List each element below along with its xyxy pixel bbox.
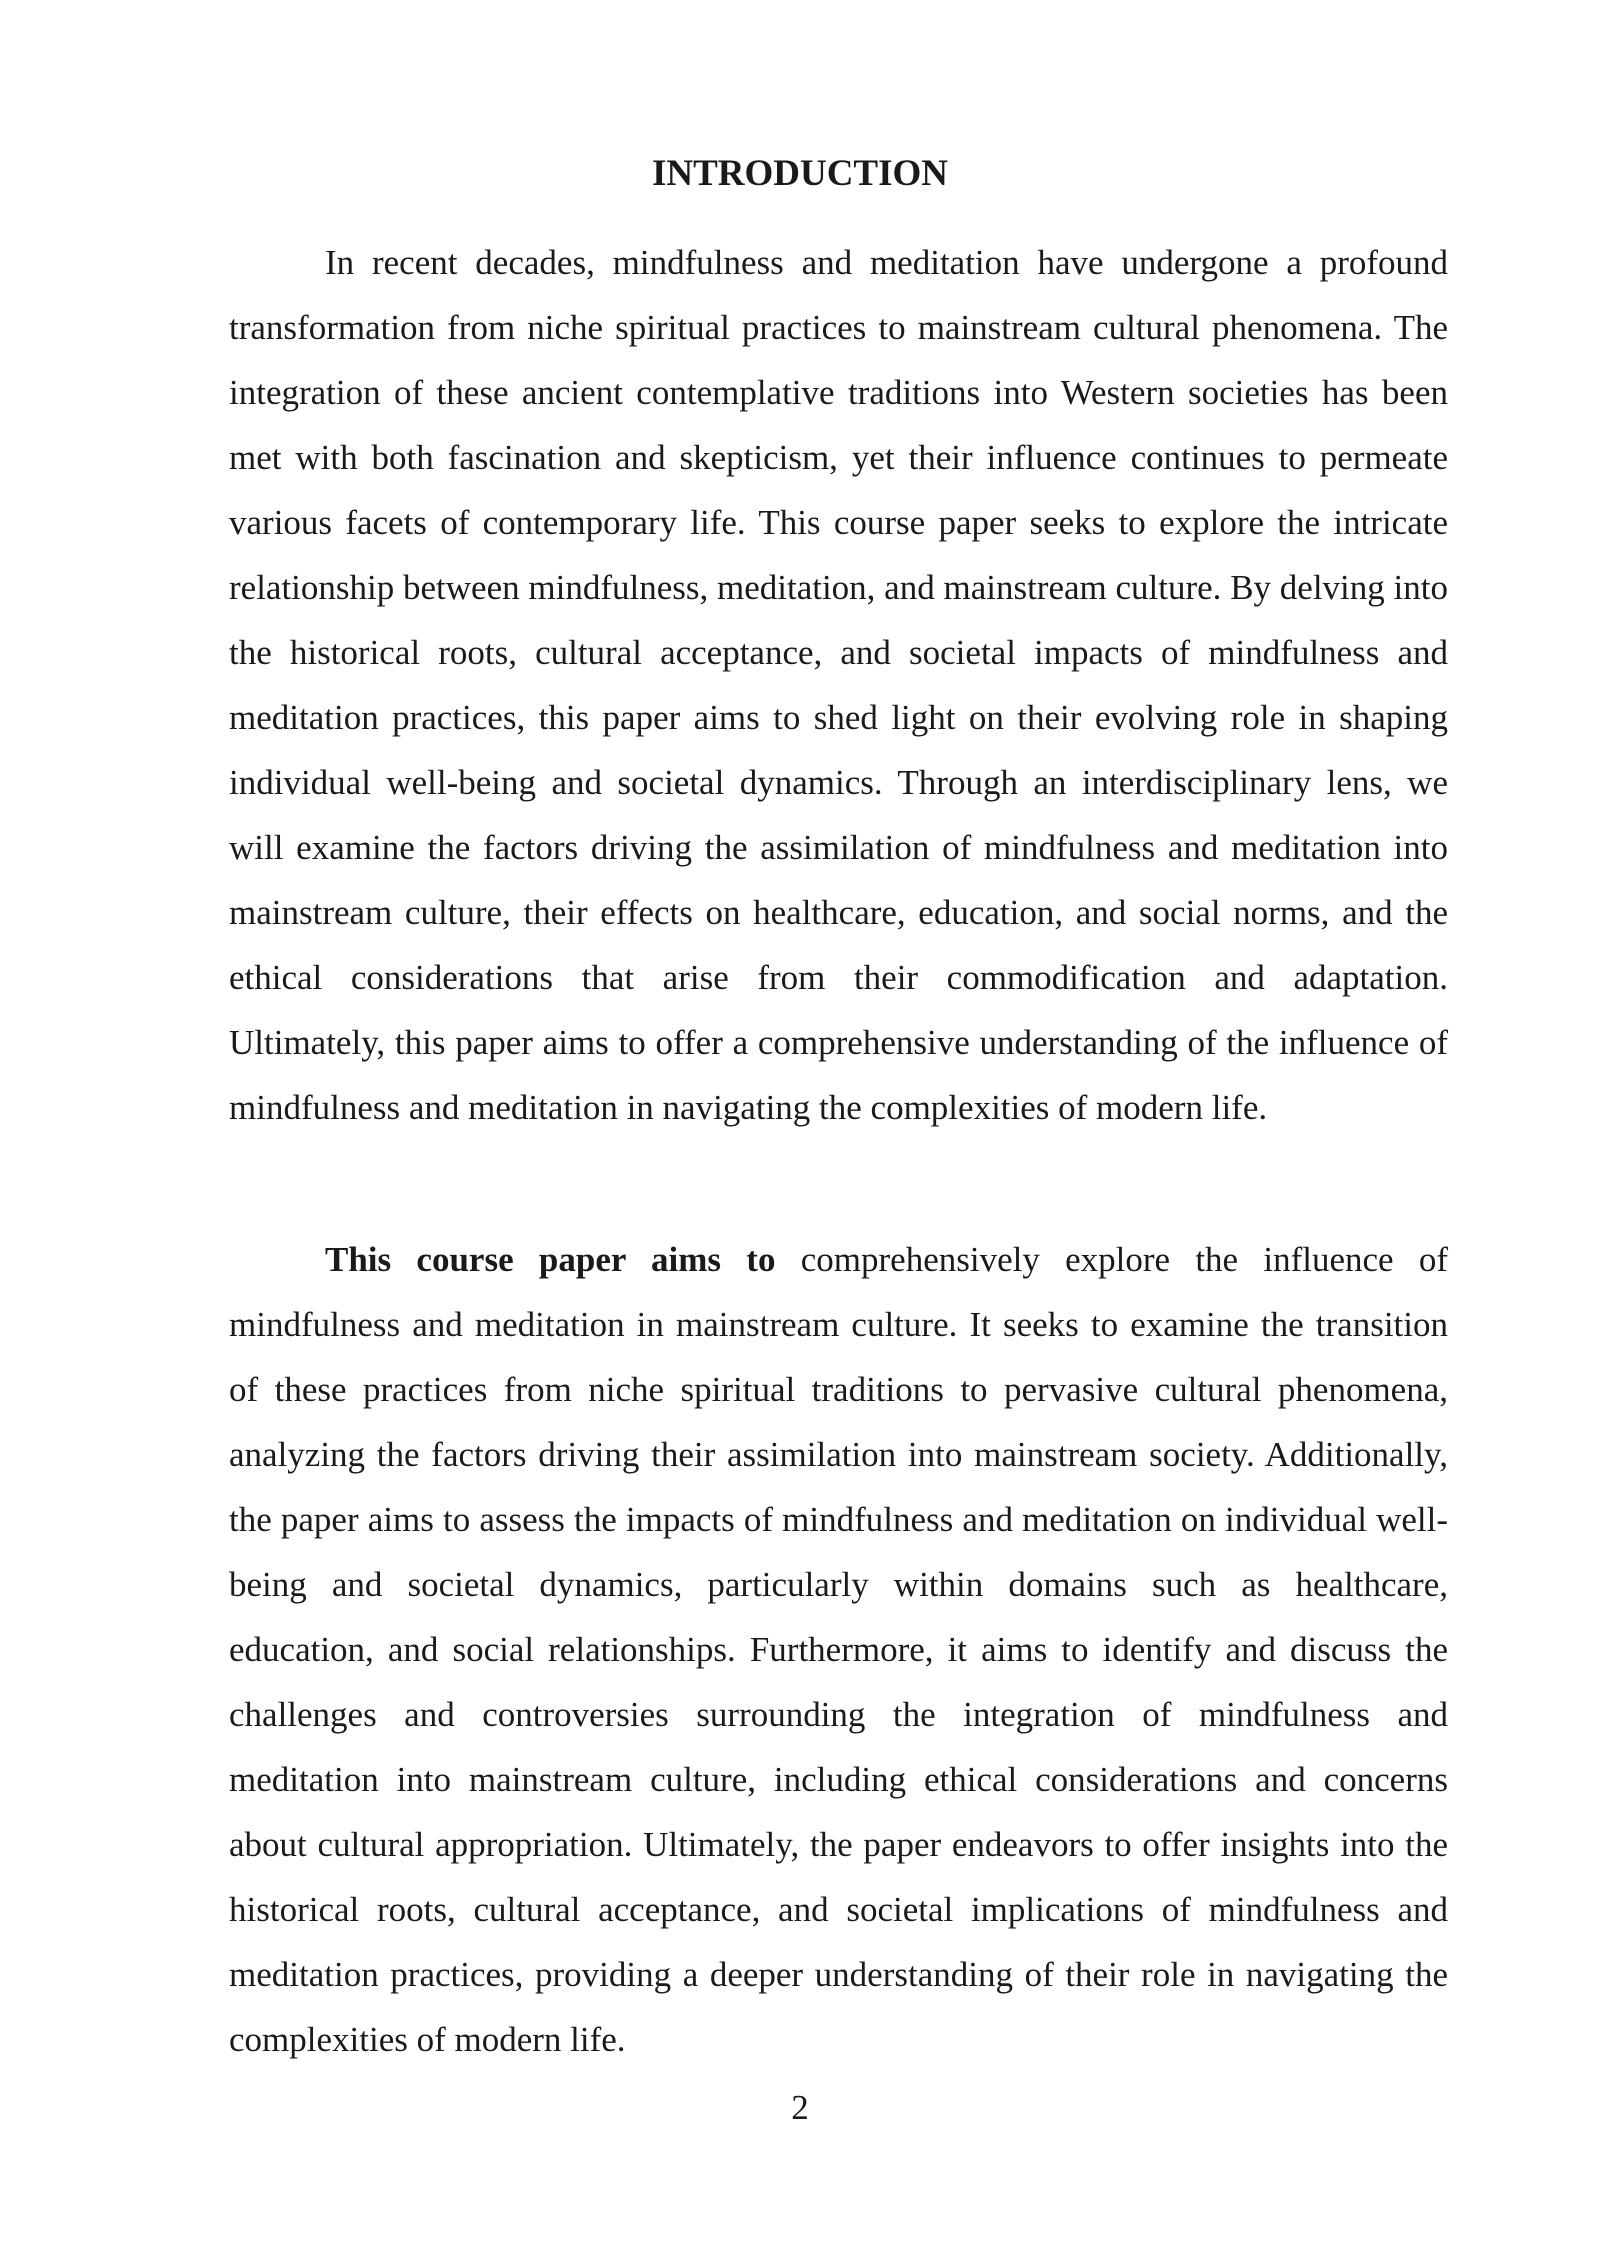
intro-paragraph: In recent decades, mindfulness and meditation have undergone a profound transformation from niche spiritual practices to mainstream cultural phenomena. The integration of these ancient contemplative traditions into Western societies has been met with both fascination and skepticism, yet their influence continues to permeate various facets of contemporary life. This course paper seeks to explore the intricate relationship between mindfulness, meditation, and mainstream culture. By delving into the historical roots, cultural acceptance, and societal impacts of mindfulness and meditation practices, this paper aims to shed light on their evolving role in shaping individual well-being and societal dynamics. Through an interdisciplinary lens, we will examine the factors driving the assimilation of mindfulness and meditation into mainstream culture, their effects on healthcare, education, and social norms, and the ethical considerations that arise from their commodification and adaptation. Ultimately, this paper aims to offer a comprehensive understanding of the influence of mindfulness and meditation in navigating the complexities of modern life. [229, 243, 1448, 1127]
aims-paragraph-body: comprehensively explore the influence of mindfulness and meditation in mainstream culture. It seeks to examine the transition of these practices from niche spiritual traditions to pervasive cultural phenomena, analyzing the factors driving their assimilation into mainstream society. Additionally, the paper aims to assess the impacts of mindfulness and meditation on individual well-being and societal dynamics, particularly within domains such as healthcare, education, and social relationships. Furthermore, it aims to identify and discuss the challenges and controversies surrounding the integration of mindfulness and meditation into mainstream culture, including ethical considerations and concerns about cultural appropriation. Ultimately, the paper endeavors to offer insights into the historical roots, cultural acceptance, and societal implications of mindfulness and meditation practices, providing a deeper understanding of their role in navigating the complexities of modern life. [229, 1240, 1448, 2059]
page-number: 2 [791, 2088, 809, 2127]
section-heading: INTRODUCTION [651, 153, 949, 194]
aims-paragraph [229, 1227, 1448, 2072]
aims-paragraph-bold-lead: This course paper aims to [325, 1240, 776, 1279]
